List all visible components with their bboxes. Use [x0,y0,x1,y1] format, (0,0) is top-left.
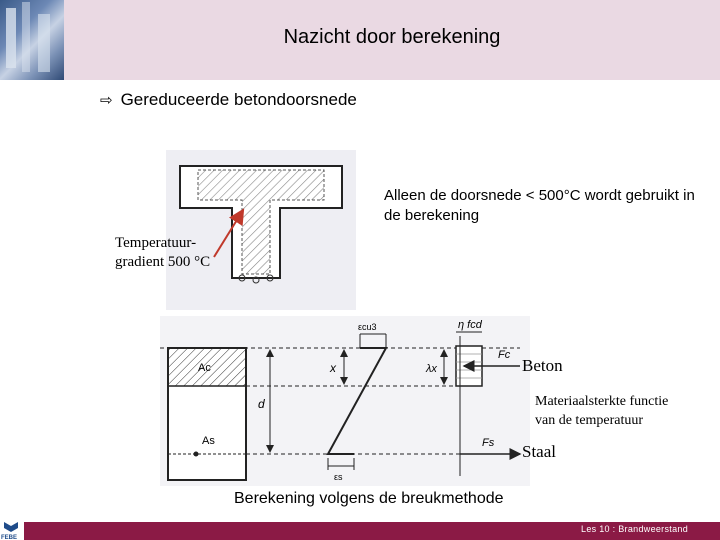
label-fc: Fc [498,349,511,361]
slide-title: Nazicht door berekening [283,26,501,48]
label-staal: Staal [522,442,556,461]
label-fs: Fs [482,437,495,449]
label-ac: Ac [198,362,211,374]
label-x: x [330,361,336,375]
bullet-text: Gereduceerde betondoorsnede [120,90,357,109]
reduced-section-note: Alleen de doorsnede < 500°C wordt gebruikt in de berekening [384,187,695,224]
material-strength-note [535,392,668,430]
label-eps-cu3: εcu3 [358,322,377,332]
temp-gradient-line-2: gradient 500 °C [115,254,211,270]
febe-logo [0,520,22,540]
label-eta-fcd: η fcd [458,319,482,331]
t-section-figure [166,150,356,310]
footer-text: Les 10 : Brandweerstand [581,524,688,534]
temp-gradient-line-1: Temperatuur- [115,235,197,251]
label-eps-s: εs [334,472,343,482]
material-line-1: Materiaalsterkte functie [535,394,669,409]
logo-text: FEBE [1,535,18,540]
label-d: d [258,397,265,411]
label-beton: Beton [522,356,563,375]
breuk-diagram [160,316,530,486]
header-band [0,0,720,80]
arrow-right-icon: ⇨ [100,92,113,109]
bullet-item [100,90,357,110]
temperature-gradient-label [115,234,210,272]
material-line-2: van de temperatuur [535,413,644,428]
footer [0,520,720,540]
label-lambda-x: λx [426,363,437,375]
building-photo [0,0,64,80]
pointer-arrow [210,205,250,260]
label-as: As [202,435,215,447]
figure-caption: Berekening volgens de breukmethode [234,490,504,507]
